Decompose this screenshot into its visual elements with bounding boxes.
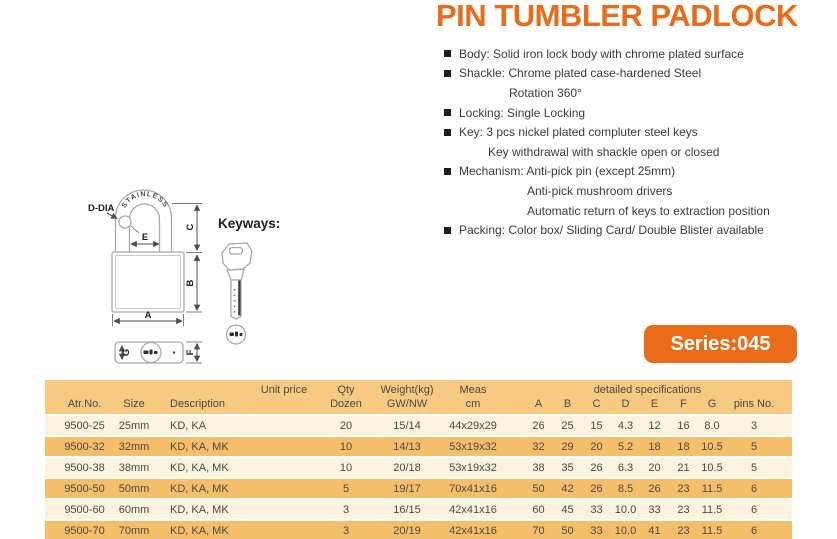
table-cell: 50 <box>553 521 582 539</box>
table-cell: 60 <box>524 500 553 519</box>
spec-text: Packing: Color box/ Sliding Card/ Double Blister available <box>459 223 764 238</box>
table-cell: 70x41x16 <box>438 479 524 498</box>
table-cell: 5 <box>316 479 376 498</box>
table-cell: KD, KA, MK <box>152 500 252 519</box>
col-header-detailed-specs <box>524 380 726 414</box>
spec-line <box>444 103 824 123</box>
table-cell: 50mm <box>110 479 152 498</box>
table-cell: 53x19x32 <box>438 458 524 477</box>
table-cell: 9500-70 <box>45 521 110 539</box>
table-cell <box>252 521 316 539</box>
table-cell: 44x29x29 <box>438 416 524 435</box>
shackle-diameter-circle <box>119 216 131 228</box>
col-header-pins-no: pins No. <box>726 380 792 414</box>
col-header-qty-dozen <box>316 380 376 414</box>
table-cell: 26 <box>524 416 553 435</box>
bullet-square-icon <box>444 129 451 136</box>
table-cell: 23 <box>669 500 698 519</box>
spec-col-letter: G <box>707 398 717 410</box>
table-cell: 41 <box>640 521 669 539</box>
table-row <box>45 458 792 477</box>
table-cell: 9500-38 <box>45 458 110 477</box>
table-cell <box>252 437 316 456</box>
spec-line <box>444 162 824 182</box>
dim-a-label: A <box>144 310 152 321</box>
cm-label: cm <box>465 398 481 410</box>
col-header-meas <box>438 380 524 414</box>
table-cell: 25mm <box>110 416 152 435</box>
bullet-square-icon <box>444 109 451 116</box>
spec-col-letter: B <box>563 398 572 410</box>
table-cell: 15/14 <box>376 416 438 435</box>
spec-line <box>444 142 824 162</box>
table-cell: 15 <box>582 416 611 435</box>
table-cell <box>252 500 316 519</box>
table-cell: 3 <box>726 416 792 435</box>
table-cell: KD, KA, MK <box>152 458 252 477</box>
table-cell: 10.5 <box>698 437 726 456</box>
table-cell: 20 <box>640 458 669 477</box>
qty-label: Qty <box>337 384 355 396</box>
table-cell: KD, KA, MK <box>152 479 252 498</box>
spec-text: Locking: Single Locking <box>459 105 586 120</box>
dim-g-label: G <box>121 348 132 357</box>
spec-line <box>444 83 824 103</box>
table-cell: 14/13 <box>376 437 438 456</box>
table-cell: 20 <box>582 437 611 456</box>
spec-col-letter: F <box>680 398 687 410</box>
weight-label: Weight(kg) <box>380 384 434 396</box>
dim-c-label: C <box>185 223 196 231</box>
table-cell: 26 <box>582 458 611 477</box>
spec-line <box>444 201 824 221</box>
padlock-technical-drawing <box>80 180 290 375</box>
table-cell <box>252 416 316 435</box>
spec-list <box>444 44 824 240</box>
table-cell: 10 <box>316 437 376 456</box>
table-cell: 70mm <box>110 521 152 539</box>
table-row <box>45 521 792 539</box>
col-header-description: Description <box>152 380 252 414</box>
table-cell: KD, KA <box>152 416 252 435</box>
table-row <box>45 479 792 498</box>
table-cell: 60mm <box>110 500 152 519</box>
spec-text: Automatic return of keys to extraction position <box>527 203 770 218</box>
spec-line <box>444 44 824 64</box>
table-cell: 8.5 <box>611 479 640 498</box>
table-cell: 33 <box>640 500 669 519</box>
table-cell: 26 <box>582 479 611 498</box>
spec-text: Key withdrawal with shackle open or closed <box>488 144 720 159</box>
table-cell: 29 <box>553 437 582 456</box>
key-cross-section <box>227 325 246 344</box>
meas-label: Meas <box>459 384 487 396</box>
detailed-specs-label: detailed specifications <box>593 384 702 396</box>
table-cell: 45 <box>553 500 582 519</box>
table-cell: 25 <box>553 416 582 435</box>
table-cell: 53x19x32 <box>438 437 524 456</box>
spec-text: Mechanism: Anti-pick pin (except 25mm) <box>459 164 676 179</box>
spec-text: Key: 3 pcs nickel plated compluter steel keys <box>459 125 698 140</box>
table-cell <box>252 458 316 477</box>
spec-text: Rotation 360° <box>509 85 582 100</box>
spec-line <box>444 181 824 201</box>
col-header-weight <box>376 380 438 414</box>
table-cell: KD, KA, MK <box>152 437 252 456</box>
table-body <box>45 416 792 539</box>
spec-text: Anti-pick mushroom drivers <box>527 183 673 198</box>
table-cell: 9500-25 <box>45 416 110 435</box>
spec-text: Body: Solid iron lock body with chrome plated surface <box>459 46 744 61</box>
dim-e-label: E <box>141 232 149 243</box>
table-cell: 9500-32 <box>45 437 110 456</box>
key-illustration <box>222 243 252 319</box>
table-cell: 42 <box>553 479 582 498</box>
table-cell: 5 <box>726 458 792 477</box>
series-badge <box>644 325 797 363</box>
bullet-square-icon <box>444 168 451 175</box>
table-cell: 10.0 <box>611 500 640 519</box>
table-cell: 38mm <box>110 458 152 477</box>
table-cell: 10.5 <box>698 458 726 477</box>
table-cell: 20/18 <box>376 458 438 477</box>
spec-col-letter: D <box>621 398 630 410</box>
table-cell: 6 <box>726 521 792 539</box>
bullet-square-icon <box>444 50 451 57</box>
table-cell: 6.3 <box>611 458 640 477</box>
table-cell: 6 <box>726 500 792 519</box>
table-cell: 12 <box>640 416 669 435</box>
table-cell: 70 <box>524 521 553 539</box>
spec-col-letter: A <box>534 398 543 410</box>
table-cell: 42x41x16 <box>438 521 524 539</box>
table-cell: 18 <box>669 437 698 456</box>
table-cell: 26 <box>640 479 669 498</box>
table-cell: 9500-60 <box>45 500 110 519</box>
bullet-square-icon <box>444 70 451 77</box>
table-cell: 33 <box>582 521 611 539</box>
table-cell: 11.5 <box>698 521 726 539</box>
table-cell: 11.5 <box>698 479 726 498</box>
table-cell: 38 <box>524 458 553 477</box>
table-cell: 19/17 <box>376 479 438 498</box>
table-cell: 33 <box>582 500 611 519</box>
table-cell: 16/15 <box>376 500 438 519</box>
table-cell: 10 <box>316 458 376 477</box>
table-cell: 8.0 <box>698 416 726 435</box>
col-header-unit-price: Unit price <box>252 380 316 414</box>
table-cell: 5.2 <box>611 437 640 456</box>
table-row <box>45 416 792 435</box>
table-cell: 32mm <box>110 437 152 456</box>
spec-col-letter: C <box>592 398 601 410</box>
table-cell: 32 <box>524 437 553 456</box>
series-badge-label: Series:045 <box>670 332 771 355</box>
spec-line <box>444 64 824 84</box>
gwnw-label: GW/NW <box>386 398 428 410</box>
page-title: PIN TUMBLER PADLOCK <box>436 0 798 33</box>
table-cell: 42x41x16 <box>438 500 524 519</box>
table-cell: 11.5 <box>698 500 726 519</box>
bullet-square-icon <box>444 227 451 234</box>
table-cell <box>252 479 316 498</box>
dim-f-label: F <box>185 349 196 356</box>
detailed-spec-letters <box>524 397 726 411</box>
table-cell: 6 <box>726 479 792 498</box>
product-spec-table <box>45 378 792 539</box>
table-cell: 18 <box>640 437 669 456</box>
lock-body <box>112 252 184 312</box>
table-cell: 35 <box>553 458 582 477</box>
table-cell: 23 <box>669 479 698 498</box>
col-header-atr-no: Atr.No. <box>45 380 110 414</box>
dozen-label: Dozen <box>330 398 362 410</box>
table-row <box>45 437 792 456</box>
keyways-label: Keyways: <box>218 216 281 231</box>
table-cell: KD, KA, MK <box>152 521 252 539</box>
table-cell: 20/19 <box>376 521 438 539</box>
table-header-row <box>45 380 792 414</box>
table-cell: 23 <box>669 521 698 539</box>
table-cell: 3 <box>316 521 376 539</box>
table-cell: 3 <box>316 500 376 519</box>
table-cell: 4.3 <box>611 416 640 435</box>
table-cell: 10.0 <box>611 521 640 539</box>
table-cell: 50 <box>524 479 553 498</box>
spec-line <box>444 220 824 240</box>
table-cell: 5 <box>726 437 792 456</box>
spec-col-letter: E <box>650 398 659 410</box>
table-cell: 9500-50 <box>45 479 110 498</box>
stainless-curved-label: STAINLESS <box>120 190 170 210</box>
table-cell: 16 <box>669 416 698 435</box>
table-row <box>45 500 792 519</box>
col-header-size: Size <box>110 380 152 414</box>
d-dia-label: D-DIA <box>88 203 115 214</box>
table-cell: 21 <box>669 458 698 477</box>
table-cell: 20 <box>316 416 376 435</box>
spec-line <box>444 122 824 142</box>
spec-text: Shackle: Chrome plated case-hardened Steel <box>459 66 702 81</box>
dim-b-label: B <box>185 279 196 287</box>
